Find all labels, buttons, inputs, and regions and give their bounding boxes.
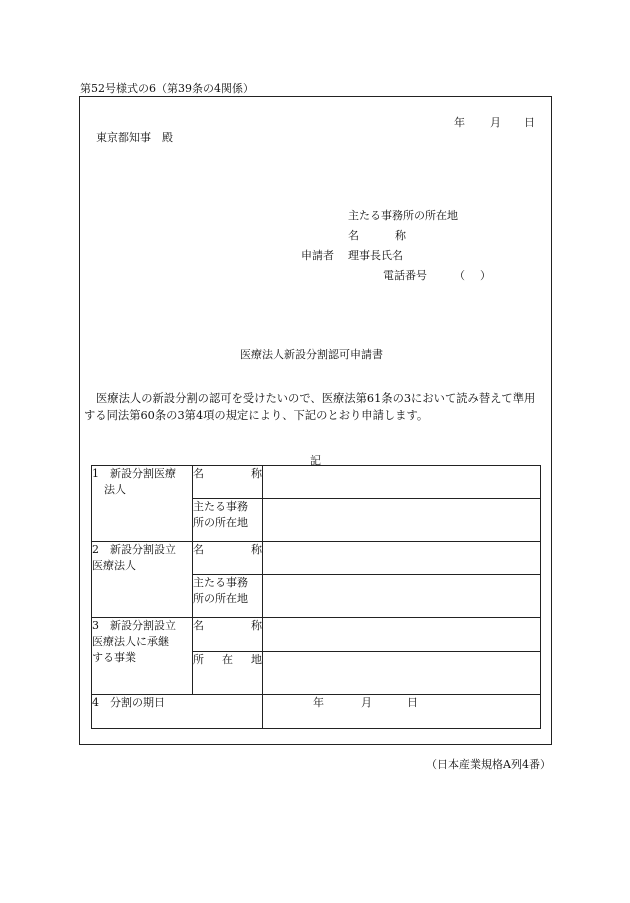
phone-paren-close: ）	[480, 269, 491, 282]
section1-office-value[interactable]	[263, 499, 541, 542]
section4-date-value[interactable]	[263, 695, 541, 729]
section2-office-value[interactable]	[263, 575, 541, 618]
section4-title: 分割の期日	[110, 696, 165, 709]
section2-name-value[interactable]	[263, 542, 541, 575]
date-year-label: 年	[454, 116, 465, 129]
section2-name-label-cell	[193, 542, 263, 575]
section4-year-label: 年	[313, 696, 324, 709]
section3-location-value[interactable]	[263, 652, 541, 695]
addressee: 東京都知事 殿	[96, 131, 173, 144]
applicant-label: 申請者	[301, 249, 334, 262]
date-month-label: 月	[490, 116, 501, 129]
name-label-char1: 名	[193, 467, 204, 480]
name-label-char1: 名	[193, 619, 204, 632]
section4-label-cell	[92, 695, 263, 729]
body-text-line1: 医療法人の新設分割の認可を受けたいので、医療法第61条の3において読み替えて準用	[96, 392, 536, 405]
director-name-label: 理事長氏名	[348, 249, 403, 262]
section4-number: 4	[92, 696, 99, 709]
name-label-char1: 名	[193, 543, 204, 556]
ki-label: 記	[310, 454, 321, 467]
phone-label: 電話番号	[383, 269, 427, 282]
office-address-label: 主たる事務所の所在地	[348, 209, 458, 222]
date-day-label: 日	[524, 116, 535, 129]
location-char3: 地	[251, 653, 262, 666]
name-label-char2: 称	[395, 229, 406, 242]
section3-name-label-cell	[193, 618, 263, 652]
section1-name-label-cell	[193, 466, 263, 499]
section1-name-value[interactable]	[263, 466, 541, 499]
section2-title-line2: 医療法人	[92, 559, 136, 572]
office-label-line1: 主たる事務	[193, 576, 248, 589]
section1-title-line2: 法人	[104, 483, 126, 496]
office-label-line2: 所の所在地	[193, 516, 248, 529]
section4-day-label: 日	[407, 696, 418, 709]
section1-office-label-cell	[193, 499, 263, 542]
name-label-char2: 称	[251, 543, 262, 556]
section2-title-line1: 新設分割設立	[110, 543, 176, 556]
section3-number: 3	[92, 619, 99, 632]
footer-paper-size-note: （日本産業規格A列4番）	[426, 758, 551, 771]
section4-month-label: 月	[361, 696, 372, 709]
section3-title-line2: 医療法人に承継	[92, 635, 169, 648]
section3-title-line1: 新設分割設立	[110, 619, 176, 632]
location-char2: 在	[222, 653, 233, 666]
name-label-char1: 名	[348, 229, 359, 242]
application-details-table	[91, 465, 541, 729]
section2-number: 2	[92, 543, 99, 556]
section3-location-label-cell	[193, 652, 263, 695]
name-label-char2: 称	[251, 619, 262, 632]
section3-label-cell	[92, 618, 193, 695]
section1-label-cell	[92, 466, 193, 542]
section3-name-value[interactable]	[263, 618, 541, 652]
section1-number: 1	[92, 467, 99, 480]
document-title: 医療法人新設分割認可申請書	[240, 348, 383, 361]
location-char1: 所	[193, 653, 204, 666]
office-label-line1: 主たる事務	[193, 500, 248, 513]
phone-paren-open: （	[454, 269, 465, 282]
form-number-header: 第52号様式の6（第39条の4関係）	[80, 82, 254, 95]
office-label-line2: 所の所在地	[193, 592, 248, 605]
section2-office-label-cell	[193, 575, 263, 618]
body-text-line2: する同法第60条の3第4項の規定により、下記のとおり申請します。	[84, 409, 429, 422]
section2-label-cell	[92, 542, 193, 618]
section1-title-line1: 新設分割医療	[110, 467, 176, 480]
section3-title-line3: する事業	[92, 651, 136, 664]
name-label-char2: 称	[251, 467, 262, 480]
